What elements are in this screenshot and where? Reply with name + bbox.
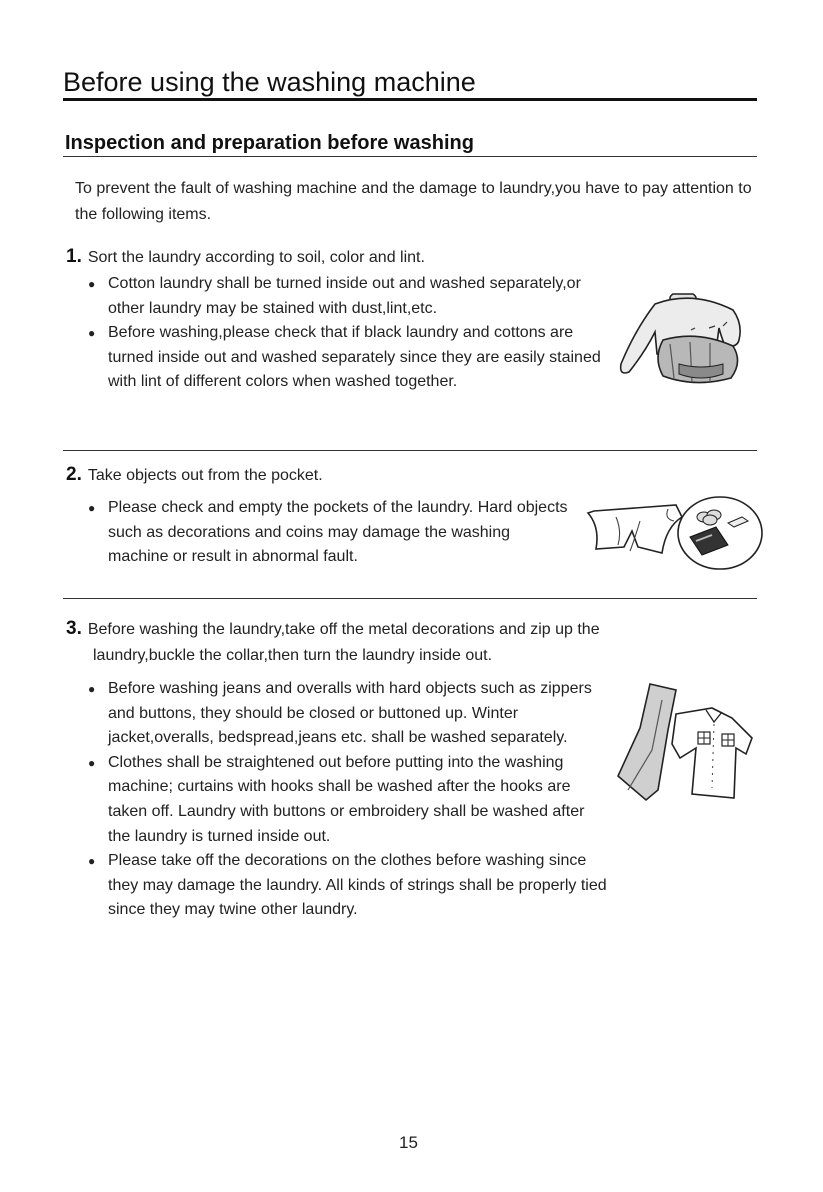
list-item: ● Before washing jeans and overalls with hard objects such as zippers and buttons, they should be closed or buttoned up. Winter jacket,overalls, bedspread,jeans etc. shall be washed separately.	[88, 677, 608, 751]
section-rule	[63, 156, 757, 157]
item-2-heading	[66, 462, 586, 489]
list-item: ● Please take off the decorations on the clothes before washing since they may damage the laundry. All kinds of strings shall be properly tied since they may twine other laundry.	[88, 849, 608, 923]
bullet-icon: ●	[88, 854, 96, 869]
title-rule	[63, 98, 757, 101]
page-title: Before using the washing machine	[63, 67, 476, 97]
sweater-laundry-icon	[615, 286, 745, 401]
divider	[63, 450, 757, 451]
section-title: Inspection and preparation before washing	[65, 132, 474, 154]
pocket-objects-icon	[580, 493, 765, 583]
intro-text: To prevent the fault of washing machine and the damage to laundry,you have to pay attention to the following items.	[75, 180, 752, 223]
bullet-icon: ●	[88, 277, 96, 291]
bullet-icon: ●	[88, 755, 96, 770]
item-3-bullets	[88, 677, 608, 923]
item-2-number: 2.	[66, 464, 82, 485]
item-1-number: 1.	[66, 246, 82, 267]
item-2-bullets	[88, 496, 568, 570]
list-item: ● Before washing,please check that if black laundry and cottons are turned inside out and washed separately since they are easily stained with lint of different colors when washed together.	[88, 321, 608, 395]
list-item: ● Cotton laundry shall be turned inside out and washed separately,or other laundry may be stained with dust,lint,etc.	[88, 272, 608, 321]
item-3-number: 3.	[66, 618, 82, 639]
divider	[63, 598, 757, 599]
item-3-heading-continued: laundry,buckle the collar,then turn the laundry inside out.	[93, 647, 493, 664]
item-1-heading-text: Sort the laundry according to soil, color and lint.	[87, 249, 425, 266]
jeans-shirt-icon	[610, 680, 760, 805]
item-3-heading-text: Before washing the laundry,take off the metal decorations and zip up the	[87, 621, 600, 638]
item-3-heading	[66, 616, 766, 669]
page-number: 15	[399, 1133, 418, 1152]
bullet-icon: ●	[88, 501, 96, 515]
list-item: ● Please check and empty the pockets of the laundry. Hard objects such as decorations and coins may damage the washing machine or result in abnormal fault.	[88, 496, 568, 570]
item-1-heading	[66, 244, 586, 271]
list-item: ● Clothes shall be straightened out before putting into the washing machine; curtains with hooks shall be washed after the hooks are taken off. Laundry with buttons or embroidery shall be washed after the laundry is turned inside out.	[88, 751, 608, 849]
item-2-heading-text: Take objects out from the pocket.	[87, 467, 323, 484]
item-1-bullets	[88, 272, 608, 395]
bullet-icon: ●	[88, 682, 96, 696]
bullet-icon: ●	[88, 326, 96, 341]
